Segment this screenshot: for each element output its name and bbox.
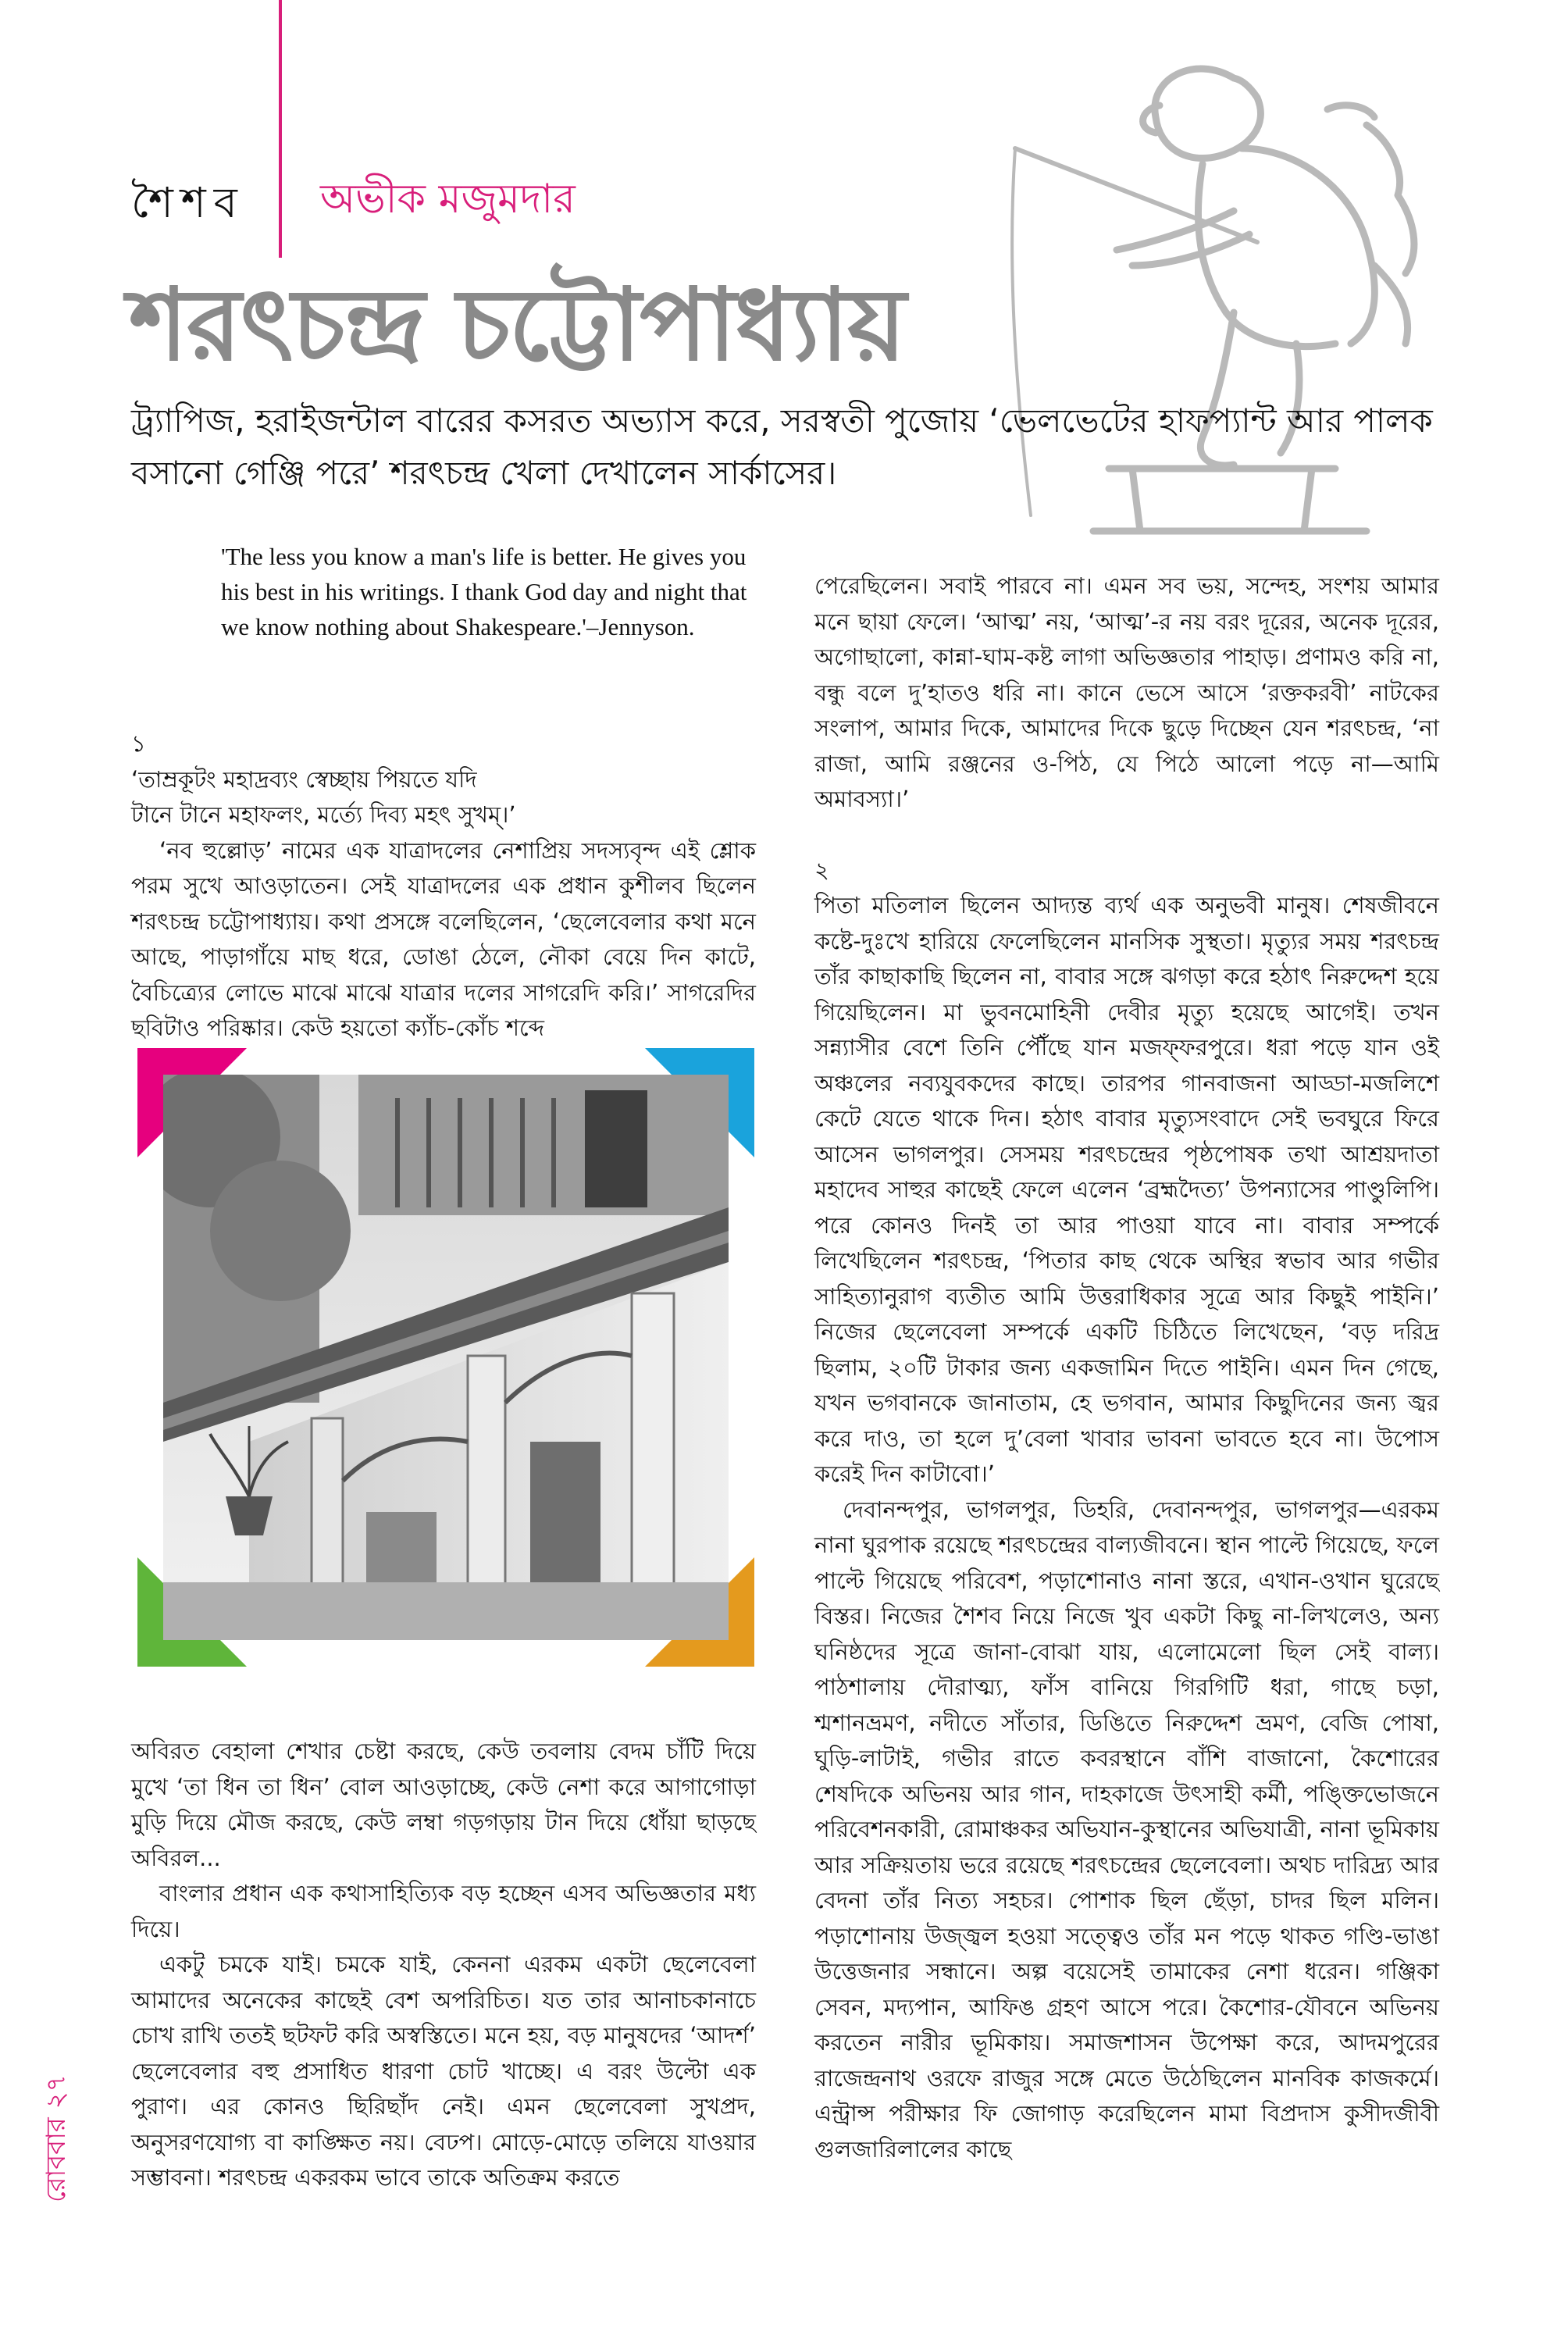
verse-line-2: টানে টানে মহাফলং, মর্ত্যে দিব্য মহৎ সুখম্।’ xyxy=(131,801,516,828)
author-name: অভীক মজুমদার xyxy=(320,176,576,223)
house-photo-frame xyxy=(137,1048,754,1667)
page-folio: রোববার ২৭ xyxy=(41,2074,72,2202)
body-paragraph: অবিরত বেহালা শেখার চেষ্টা করছে, কেউ তবলায় বেদম চাঁটি দিয়ে মুখে ‘তা ধিন তা ধিন’ বোল আওড়াচ্ছে, কেউ নেশা করে আগাগোড়া মুড়ি দিয়ে মৌজ করছে, কেউ লম্বা গড়গড়ায় টান দিয়ে ধোঁয়া ছাড়ছে অবিরল... xyxy=(131,1738,756,1871)
body-paragraph: ‘নব হুল্লোড়’ নামের এক যাত্রাদলের নেশাপ্রিয় সদস্যবৃন্দ এই শ্লোক পরম সুখে আওড়াতেন। সেই যাত্রাদলের এক প্রধান কুশীলব ছিলেন শরৎচন্দ্র চট্টোপাধ্যায়। কথা প্রসঙ্গে বলেছিলেন, ‘ছেলেবেলার কথা মনে আছে, পাড়াগাঁয়ে মাছ ধরে, ডোঙা ঠেলে, নৌকা বেয়ে দিন কাটে, বৈচিত্র্যের লোভে মাঝে মাঝে যাত্রার দলের সাগরেদি করি।’ সাগরেদির ছবিটাও পরিষ্কার। কেউ হয়তো ক্যাঁচ-কোঁচ শব্দে xyxy=(131,836,756,1041)
article-title: শরৎচন্দ্র চট্টোপাধ্যায় xyxy=(129,267,905,383)
header-rule xyxy=(279,0,282,258)
body-paragraph: পিতা মতিলাল ছিলেন আদ্যন্ত ব্যর্থ এক অনুভবী মানুষ। শেষজীবনে কষ্টে-দুঃখে হারিয়ে ফেলেছিলেন মানসিক সুস্থতা। মৃত্যুর সময় শরৎচন্দ্র তাঁর কাছাকাছি ছিলেন না, বাবার সঙ্গে ঝগড়া করে হঠাৎ নিরুদ্দেশ হয়ে গিয়েছিলেন। মা ভুবনমোহিনী দেবীর মৃত্যু হয়েছে আগেই। তখন সন্ন্যাসীর বেশে তিনি পৌঁছে যান মজফ্ফরপুরে। ধরা পড়ে যান ওই অঞ্চলের নব্যযুবকদের কাছে। তারপর গানবাজনা আড্ডা-মজলিশে কেটে যেতে থাকে দিন। হঠাৎ বাবার মৃত্যুসংবাদে সেই ভবঘুরে ফিরে আসেন ভাগলপুর। সেসময় শরৎচন্দ্রের পৃষ্ঠপোষক তথা আশ্রয়দাতা মহাদেব সাহুর কাছেই ফেলে এলেন ‘ব্রহ্মদৈত্য’ উপন্যাসের পাণ্ডুলিপি। পরে কোনও দিনই তা আর পাওয়া যাবে না। বাবার সম্পর্কে লিখেছিলেন শরৎচন্দ্র, ‘পিতার কাছ থেকে অস্থির স্বভাব আর গভীর সাহিত্যানুরাগ ব্যতীত আমি উত্তরাধিকার সূত্রে আর কিছুই পাইনি।’ নিজের ছেলেবেলা সম্পর্কে একটি চিঠিতে লিখেছেন, ‘বড় দরিদ্র ছিলাম, ২০টি টাকার জন্য একজামিন দিতে পাইনি। এমন দিন গেছে, যখন ভগবানকে জানাতাম, হে ভগবান, আমার কিছুদিনের জন্য জ্বর করে দাও, তা হলে দু’বেলা খাবার ভাবনা ভাবতে হবে না। উপোস করেই দিন কাটাবো।’ xyxy=(814,892,1439,1487)
house-veranda-photo xyxy=(163,1075,729,1640)
verse-line-1: ‘তাম্রকূটং মহাদ্রব্যং স্বেচ্ছায় পিয়তে যদি xyxy=(131,765,477,793)
right-column xyxy=(814,569,1439,2167)
left-column-bottom xyxy=(131,1734,756,2196)
body-paragraph: পেরেছিলেন। সবাই পারবে না। এমন সব ভয়, সন্দেহ, সংশয় আমার মনে ছায়া ফেলে। ‘আত্ম’ নয়, ‘আত্ম’-র নয় বরং দূরের, অনেক দূরের, অগোছালো, কান্না-ঘাম-কষ্ট লাগা অভিজ্ঞতার পাহাড়। প্রণামও করি না, বন্ধু বলে দু’হাতও ধরি না। কানে ভেসে আসে ‘রক্তকরবী’ নাটকের সংলাপ, আমার দিকে, আমাদের দিকে ছুড়ে দিচ্ছেন যেন শরৎচন্দ্র, ‘না রাজা, আমি রঞ্জনের ও-পিঠ, যে পিঠে আলো পড়ে না—আমি অমাবস্যা।’ xyxy=(814,572,1439,812)
intro-deck: ট্র্যাপিজ, হরাইজন্টাল বারের কসরত অভ্যাস করে, সরস্বতী পুজোয় ‘ভেলভেটের হাফপ্যান্ট আর পালক বসানো গেঞ্জি পরে’ শরৎচন্দ্র খেলা দেখালেন সার্কাসের। xyxy=(131,401,1433,492)
left-column-top xyxy=(131,726,756,1047)
epigraph-quote: 'The less you know a man's life is better. He gives you his best in his writings. I thank God day and night that we know nothing about Shakespeare.'–Jennyson. xyxy=(221,543,747,640)
section-number-1: ১ xyxy=(131,730,146,757)
section-kicker: শৈশব xyxy=(131,178,245,227)
section-number-2: ২ xyxy=(814,856,829,883)
body-paragraph: একটু চমকে যাই। চমকে যাই, কেননা এরকম একটা ছেলেবেলা আমাদের অনেকের কাছেই বেশ অপরিচিত। যত তার আনাচকানাচে চোখ রাখি ততই ছটফট করি অস্বস্তিতে। মনে হয়, বড় মানুষদের ‘আদর্শ’ ছেলেবেলার বহু প্রসাধিত ধারণা চোট খাচ্ছে। এ বরং উল্টো এক পুরাণ। এর কোনও ছিরিছাঁদ নেই। এমন ছেলেবেলা সুখপ্রদ, অনুসরণযোগ্য বা কাঙ্ক্ষিত নয়। বেঢপ। মোড়ে-মোড়ে তলিয়ে যাওয়ার সম্ভাবনা। শরৎচন্দ্র একরকম ভাবে তাকে অতিক্রম করতে xyxy=(131,1951,756,2191)
body-paragraph: দেবানন্দপুর, ভাগলপুর, ডিহরি, দেবানন্দপুর, ভাগলপুর—এরকম নানা ঘুরপাক রয়েছে শরৎচন্দ্রের বাল্যজীবনে। স্থান পাল্টে গিয়েছে, ফলে পাল্টে গিয়েছে পরিবেশ, পড়াশোনাও নানা স্তরে, এখান-ওখান ঘুরেছে বিস্তর। নিজের শৈশব নিয়ে নিজে খুব একটা কিছু না-লিখলেও, অন্য ঘনিষ্ঠদের সূত্রে জানা-বোঝা যায়, এলোমেলো ছিল সেই বাল্য। পাঠশালায় দৌরাত্ম্য, ফাঁস বানিয়ে গিরগিটি ধরা, গাছে চড়া, শ্মশানভ্রমণ, নদীতে সাঁতার, ডিঙিতে নিরুদ্দেশ ভ্রমণ, বেজি পোষা, ঘুড়ি-লাটাই, গভীর রাতে কবরস্থানে বাঁশি বাজানো, কৈশোরের শেষদিকে অভিনয় আর গান, দাহকাজে উৎসাহী কর্মী, পঙ্ক্তিভোজনে পরিবেশনকারী, রোমাঞ্চকর অভিযান-কুস্থানের অভিযাত্রী, নানা ভূমিকায় আর সক্রিয়তায় ভরে রয়েছে শরৎচন্দ্রের ছেলেবেলা। অথচ দারিদ্র্য আর বেদনা তাঁর নিত্য সহচর। পোশাক ছিল ছেঁড়া, চাদর ছিল মলিন। পড়াশোনায় উজ্জ্বল হওয়া সত্ত্বেও তাঁর মন পড়ে থাকত গণ্ডি-ভাঙা উত্তেজনার সন্ধানে। অল্প বয়েসেই তামাকের নেশা ধরেন। গঞ্জিকা সেবন, মদ্যপান, আফিঙ গ্রহণ আসে পরে। কৈশোর-যৌবনে অভিনয় করতেন নারীর ভূমিকায়। সমাজশাসন উপেক্ষা করে, আদমপুরের রাজেন্দ্রনাথ ওরফে রাজুর সঙ্গে মেতে উঠেছিলেন মানবিক কাজকর্মে। এন্ট্রান্স পরীক্ষার ফি জোগাড় করেছিলেন মামা বিপ্রদাস কুসীদজীবী গুলজারিলালের কাছে xyxy=(814,1496,1439,2163)
body-paragraph: বাংলার প্রধান এক কথাসাহিত্যিক বড় হচ্ছেন এসব অভিজ্ঞতার মধ্য দিয়ে। xyxy=(131,1880,756,1942)
